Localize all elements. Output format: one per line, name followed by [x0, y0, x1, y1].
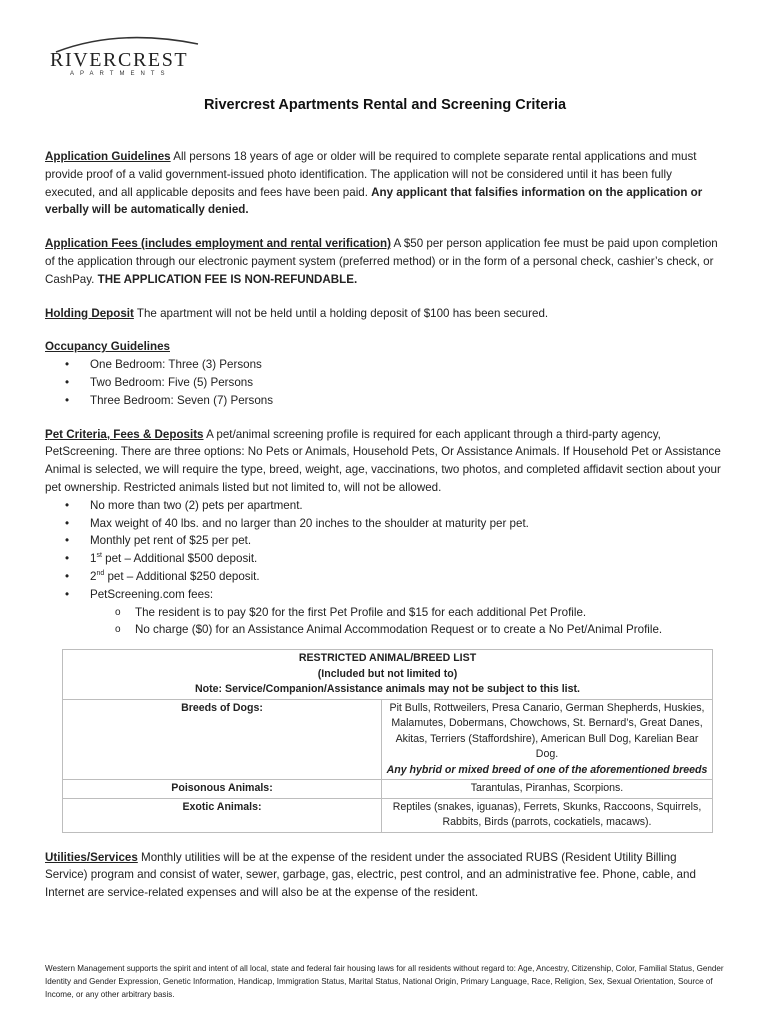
application-fees-heading: Application Fees (includes employment and rental verification) [45, 237, 391, 251]
utilities-section [45, 849, 721, 902]
list-item-first-pet: • 1st pet – Additional $500 deposit. [45, 550, 721, 568]
list-item: • No more than two (2) pets per apartment. [45, 497, 721, 515]
sub-list-item: o No charge ($0) for an Assistance Animal Accommodation Request or to create a No Pet/Animal Profile. [90, 621, 721, 639]
page-title: Rivercrest Apartments Rental and Screening Criteria [203, 97, 567, 113]
utilities-text: Monthly utilities will be at the expense of the resident under the associated RUBS (Resident Utility Billing Service) program and consist of water, sewer, garbage, gas, electric, pest control, and an administrative fee. Phone, cable, and Internet are service-related expenses and will also be at the expense of the resident. [45, 850, 696, 900]
list-item-petscreening-fees: • PetScreening.com fees: o The resident is to pay $20 for the first Pet Profile and $15 for each additional Pet Profile. o No charge ($0) for an Assistance Animal Accommodation Request or to create a No Pet/Animal Profile. [45, 586, 721, 639]
list-item: • Monthly pet rent of $25 per pet. [45, 532, 721, 550]
occupancy-heading: Occupancy Guidelines [45, 340, 170, 354]
pet-criteria-text: A pet/animal screening profile is required for each applicant through a third-party agency, PetScreening. There are three options: No Pets or Animals, Household Pets, Or Assistance Animals. If Household Pet or Assistance Animal is selected, we will require the type, breed, weight, age, vaccinations, two photos, and completed affidavit section about your pet ownership. Restricted animals listed but not limited to, will not be allowed. [45, 427, 721, 494]
occupancy-section [45, 338, 721, 409]
utilities-heading: Utilities/Services [45, 850, 138, 864]
list-item: • Max weight of 40 lbs. and no larger than 20 inches to the shoulder at maturity per pet. [45, 515, 721, 533]
list-item-second-pet: • 2nd pet – Additional $250 deposit. [45, 568, 721, 586]
holding-deposit-text: The apartment will not be held until a holding deposit of $100 has been secured. [133, 306, 549, 320]
holding-deposit-heading: Holding Deposit [45, 306, 134, 320]
list-item: • One Bedroom: Three (3) Persons [45, 356, 721, 374]
application-guidelines-text: All persons 18 years of age or older will be required to complete separate rental applications and must provide proof of a valid government-issued photo identification. The application will not be considered until it has been fully executed, and all applicable deposits and fees have been paid. [45, 150, 697, 199]
application-fees-section [45, 235, 721, 288]
holding-deposit-section [45, 305, 721, 323]
logo-name: RIVERCREST [50, 49, 189, 71]
pet-criteria-section [45, 426, 721, 640]
pet-criteria-heading: Pet Criteria, Fees & Deposits [45, 427, 204, 441]
logo-tagline: APARTMENTS [70, 71, 171, 77]
document-body [45, 148, 721, 902]
application-fees-text: A $50 per person application fee must be paid upon completion of the application through our electronic payment system (preferred method) or in the form of a personal check, cashier’s check, or CashPay. [45, 237, 718, 286]
list-item: • Two Bedroom: Five (5) Persons [45, 374, 721, 392]
table-cell-label: Poisonous Animals: [63, 780, 382, 799]
sub-list-item: o The resident is to pay $20 for the first Pet Profile and $15 for each additional Pet Profile. [90, 604, 721, 622]
table-header: RESTRICTED ANIMAL/BREED LIST (Included but not limited to) Note: Service/Companion/Assistance animals may not be subject to this list. [63, 650, 713, 700]
restricted-breed-table [62, 649, 713, 833]
list-item: • Three Bedroom: Seven (7) Persons [45, 392, 721, 410]
application-guidelines-heading: Application Guidelines [45, 150, 171, 163]
table-row [63, 798, 713, 832]
application-guidelines-warning: Any applicant that falsifies information on the application or verbally will be automatically denied. [45, 185, 703, 217]
application-fees-nonrefundable: THE APPLICATION FEE IS NON-REFUNDABLE. [97, 272, 358, 286]
table-row [63, 780, 713, 799]
table-cell-label: Breeds of Dogs: [63, 699, 382, 780]
fair-housing-footer: Western Management supports the spirit and intent of all local, state and federal fair housing laws for all residents without regard to: Age, Ancestry, Citizenship, Color, Familial Status, Gender Identity and Gender Expression, Genetic Information, Handicap, Immigration Status, Marital Status, National Origin, Primary Language, Race, Religion, Sex, Sexual Orientation, Source of Income, or any other arbitrary basis. [45, 964, 724, 1000]
table-cell-value: Tarantulas, Piranhas, Scorpions. [382, 780, 713, 799]
table-cell-value: Pit Bulls, Rottweilers, Presa Canario, German Shepherds, Huskies, Malamutes, Dobermans, Chowchows, St. Bernard’s, Great Danes, Akitas, Terriers (Staffordshire), American Bull Dog, Karelian Bear Dog. Any hybrid or mixed breed of one of the aforementioned breeds [382, 699, 713, 780]
logo [48, 34, 200, 78]
table-cell-value: Reptiles (snakes, iguanas), Ferrets, Skunks, Raccoons, Squirrels, Rabbits, Birds (parrots, cockatiels, macaws). [382, 798, 713, 832]
table-row [63, 699, 713, 780]
table-cell-label: Exotic Animals: [63, 798, 382, 832]
application-guidelines-section [45, 148, 721, 219]
